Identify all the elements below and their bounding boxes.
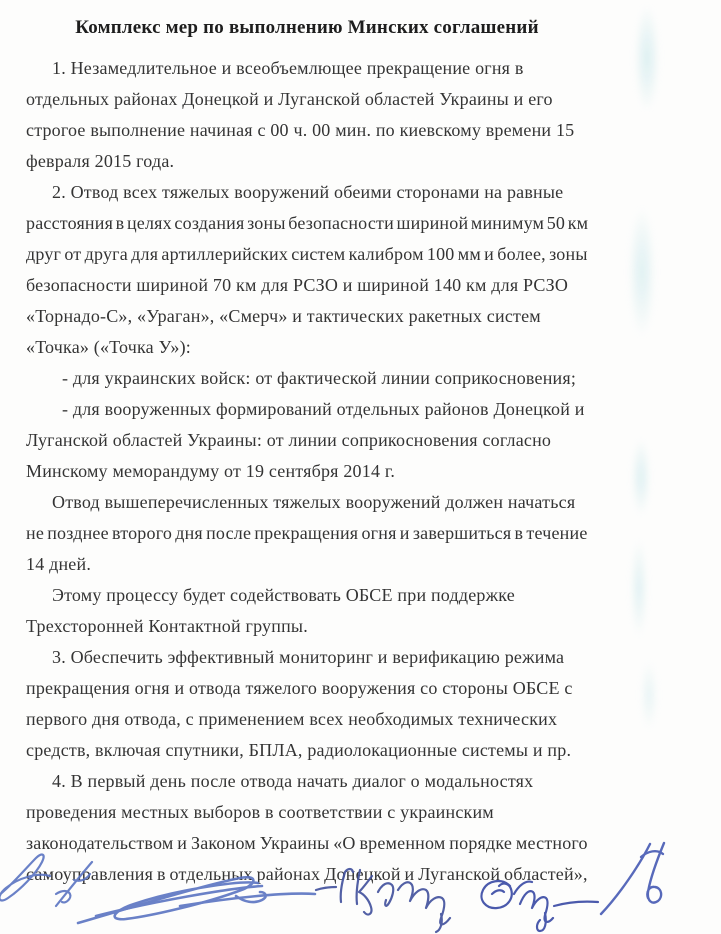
text-line: друг от друга для артиллерийских систем калибром 100 мм и более, зоны <box>26 244 588 264</box>
text-line: 3. Обеспечить эффективный мониторинг и верификацию режима <box>52 647 565 667</box>
text-line: отдельных районах Донецкой и Луганской областей Украины и его <box>26 89 553 109</box>
text-line: прекращения огня и отвода тяжелого вооружения со стороны ОБСЕ с <box>26 678 573 698</box>
paragraph-2 <box>26 177 588 363</box>
text-line: 14 дней. <box>26 554 92 574</box>
paragraph-8 <box>26 766 588 890</box>
scan-artifact <box>634 4 660 112</box>
scan-artifact <box>640 660 658 730</box>
paragraph-7 <box>26 642 588 766</box>
paragraph-6 <box>26 580 588 642</box>
document-title: Комплекс мер по выполнению Минских соглашений <box>75 17 539 38</box>
text-line: расстояния в целях создания зоны безопасности шириной минимум 50 км <box>26 213 589 233</box>
text-line: - для вооруженных формирований отдельных районов Донецкой и <box>62 399 585 419</box>
signature-5 <box>601 843 664 914</box>
text-line: самоуправления в отдельных районах Донецкой и Луганской областей», <box>26 864 588 884</box>
text-line: Минскому меморандуму от 19 сентября 2014 г. <box>26 461 396 481</box>
text-line: «Торнадо-С», «Ураган», «Смерч» и тактических ракетных систем <box>26 306 541 326</box>
text-line: Трехсторонней Контактной группы. <box>26 616 308 636</box>
scan-artifact <box>631 438 651 516</box>
text-line: «Точка» («Точка У»): <box>26 337 191 357</box>
text-line: - для украинских войск: от фактической линии соприкосновения; <box>62 368 577 388</box>
text-line: Отвод вышеперечисленных тяжелых вооружений должен начаться <box>52 492 576 512</box>
text-line: законодательством и Законом Украины «О временном порядке местного <box>26 833 588 853</box>
text-line: первого дня отвода, с применением всех необходимых технических <box>26 709 558 729</box>
scan-artifact <box>628 206 656 338</box>
text-line: 1. Незамедлительное и всеобъемлющее прекращение огня в <box>52 58 524 78</box>
text-line: Луганской областей Украины: от линии соприкосновения согласно <box>26 430 552 450</box>
paragraph-3 <box>26 363 588 394</box>
paragraph-4 <box>26 394 588 487</box>
document-body <box>26 10 588 890</box>
text-line: проведения местных выборов в соответствии с украинским <box>26 802 494 822</box>
text-line: февраля 2015 года. <box>26 151 175 171</box>
text-line: 4. В первый день после отвода начать диалог о модальностях <box>52 771 534 791</box>
paragraph-5 <box>26 487 588 580</box>
paragraph-1 <box>26 53 588 177</box>
scan-artifact <box>630 538 648 638</box>
text-line: средств, включая спутники, БПЛА, радиолокационные системы и пр. <box>26 740 572 760</box>
text-line: 2. Отвод всех тяжелых вооружений обеими сторонами на равные <box>52 182 564 202</box>
text-line: безопасности шириной 70 км для РСЗО и шириной 140 км для РСЗО <box>26 275 569 295</box>
text-line: строгое выполнение начиная с 00 ч. 00 мин. по киевскому времени 15 <box>26 120 575 140</box>
text-line: не позднее второго дня после прекращения огня и завершиться в течение <box>26 523 588 543</box>
text-line: Этому процессу будет содействовать ОБСЕ при поддержке <box>52 585 515 605</box>
